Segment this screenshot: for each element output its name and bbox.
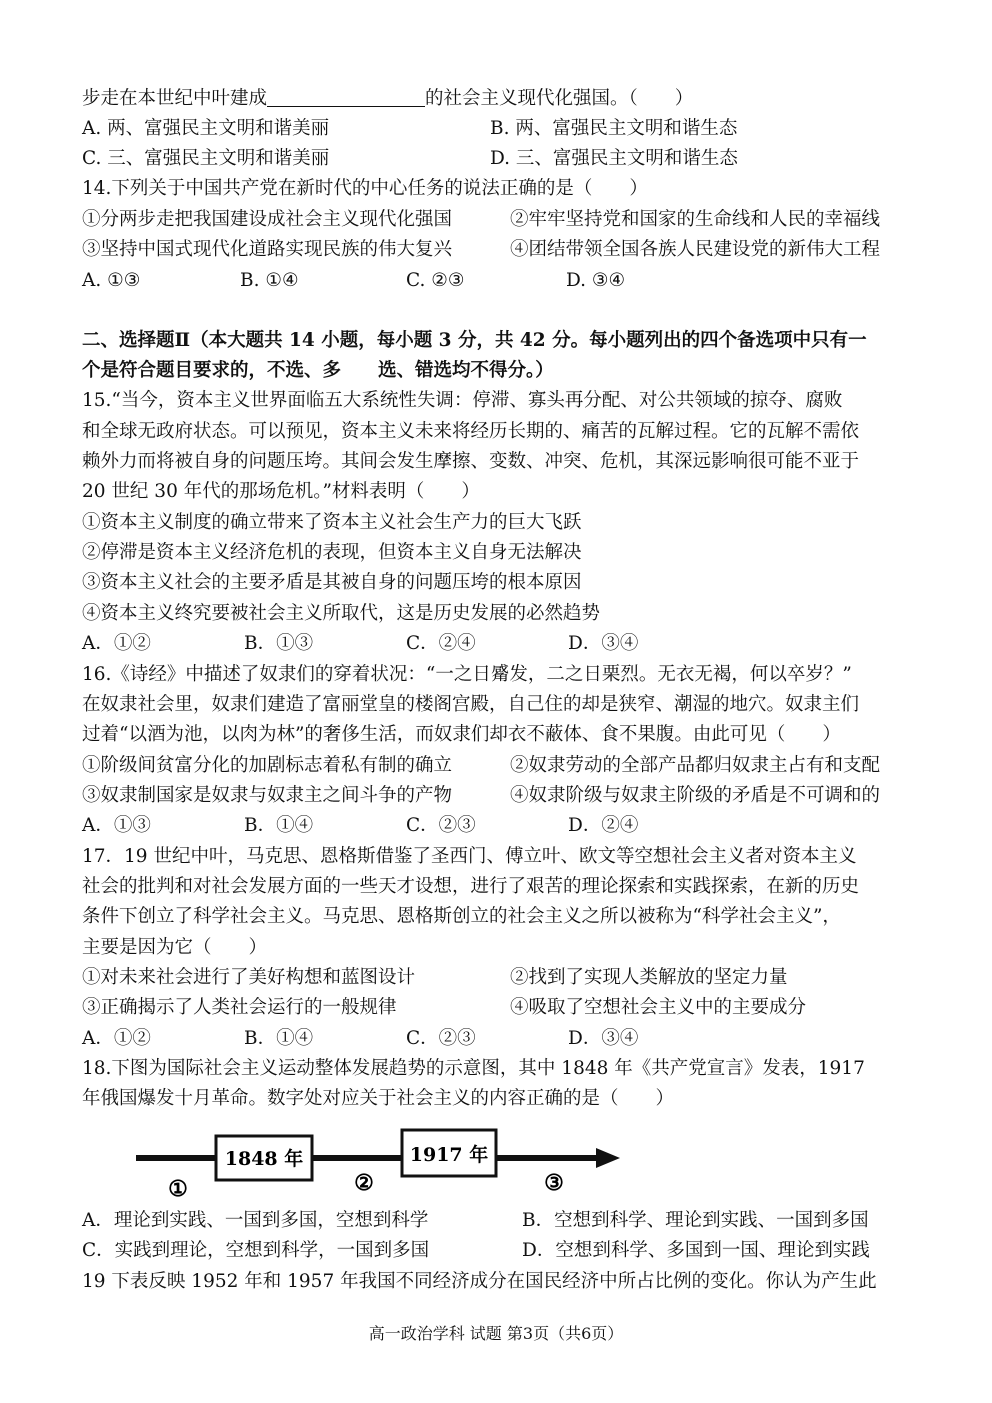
q15-option-a: A．①② <box>82 633 151 654</box>
q13-stem <box>82 84 693 114</box>
q17-line-4: 主要是因为它（ ） <box>82 937 268 958</box>
q14-item-1: ①分两步走把我国建设成社会主义现代化强国 <box>82 209 453 230</box>
q14-option-b: B. ①④ <box>240 270 299 291</box>
q18-line-2: 年俄国爆发十月革命。数字处对应关于社会主义的内容正确的是（ ） <box>82 1088 675 1109</box>
q16-line-1: 16.《诗经》中描述了奴隶们的穿着状况：“一之日觱发，二之日栗烈。无衣无褐，何以卒岁？” <box>82 664 852 685</box>
q18-option-b: B．空想到科学、理论到实践、一国到多国 <box>522 1210 869 1231</box>
q17-item-3: ③正确揭示了人类社会运行的一般规律 <box>82 997 397 1018</box>
q15-item-3: ③资本主义社会的主要矛盾是其被自身的问题压垮的根本原因 <box>82 572 582 593</box>
q13-stem-prefix: 步走在本世纪中叶建成 <box>82 88 268 109</box>
q17-option-a: A．①② <box>82 1028 151 1049</box>
timeline-marker-1: ① <box>168 1176 188 1202</box>
q14-stem: 14.下列关于中国共产党在新时代的中心任务的说法正确的是（ ） <box>82 178 648 199</box>
q16-item-4: ④奴隶阶级与奴隶主阶级的矛盾是不可调和的 <box>510 785 881 806</box>
timeline-arrowhead <box>596 1148 620 1168</box>
q17-line-1: 17．19 世纪中叶，马克思、恩格斯借鉴了圣西门、傅立叶、欧文等空想社会主义者对资本主义 <box>82 846 857 867</box>
page-footer: 高一政治学科 试题 第3页（共6页） <box>368 1324 624 1343</box>
q15-option-d: D．③④ <box>568 633 639 654</box>
q18-option-a: A．理论到实践、一国到多国，空想到科学 <box>82 1210 429 1231</box>
q14-item-4: ④团结带领全国各族人民建设党的新伟大工程 <box>510 239 881 260</box>
q16-line-2: 在奴隶社会里，奴隶们建造了富丽堂皇的楼阁宫殿，自己住的却是狭窄、潮湿的地穴。奴隶主们 <box>82 694 860 715</box>
q18-line-1: 18.下图为国际社会主义运动整体发展趋势的示意图，其中 1848 年《共产党宣言》发表，1917 <box>82 1058 865 1079</box>
q16-option-d: D．②④ <box>568 815 639 836</box>
q14-option-d: D. ③④ <box>566 270 626 291</box>
q15-item-1: ①资本主义制度的确立带来了资本主义社会生产力的巨大飞跃 <box>82 512 582 533</box>
timeline-box-1848-label: 1848 年 <box>224 1148 304 1170</box>
q18-timeline-diagram <box>130 1124 630 1204</box>
q16-option-a: A．①③ <box>82 815 151 836</box>
section2-heading-line2: 个是符合题目要求的，不选、多 选、错选均不得分。） <box>82 360 554 381</box>
q15-option-c: C．②④ <box>406 633 476 654</box>
q17-item-1: ①对未来社会进行了美好构想和蓝图设计 <box>82 967 416 988</box>
q15-item-4: ④资本主义终究要被社会主义所取代，这是历史发展的必然趋势 <box>82 603 601 624</box>
q17-line-2: 社会的批判和对社会发展方面的一些天才设想，进行了艰苦的理论探索和实践探索，在新的历史 <box>82 876 860 897</box>
q15-line-4: 20 世纪 30 年代的那场危机。”材料表明（ ） <box>82 481 480 502</box>
q13-answer-blank <box>267 86 425 107</box>
q13-option-c: C. 三、富强民主文明和谐美丽 <box>82 148 330 169</box>
q17-item-4: ④吸取了空想社会主义中的主要成分 <box>510 997 807 1018</box>
q18-option-d: D．空想到科学、多国到一国、理论到实践 <box>522 1240 870 1261</box>
q15-line-2: 和全球无政府状态。可以预见，资本主义未来将经历长期的、痛苦的瓦解过程。它的瓦解不需依 <box>82 421 860 442</box>
timeline-box-1917-label: 1917 年 <box>409 1144 489 1166</box>
q13-option-b: B. 两、富强民主文明和谐生态 <box>490 118 738 139</box>
q17-option-c: C．②③ <box>406 1028 476 1049</box>
q15-option-b: B．①③ <box>244 633 314 654</box>
q16-option-c: C．②③ <box>406 815 476 836</box>
q17-option-d: D．③④ <box>568 1028 639 1049</box>
q14-option-a: A. ①③ <box>82 270 141 291</box>
q16-item-2: ②奴隶劳动的全部产品都归奴隶主占有和支配 <box>510 755 881 776</box>
q15-item-2: ②停滞是资本主义经济危机的表现，但资本主义自身无法解决 <box>82 542 582 563</box>
q17-item-2: ②找到了实现人类解放的坚定力量 <box>510 967 788 988</box>
q16-option-b: B．①④ <box>244 815 314 836</box>
q18-option-c: C．实践到理论，空想到科学，一国到多国 <box>82 1240 430 1261</box>
q16-item-3: ③奴隶制国家是奴隶与奴隶主之间斗争的产物 <box>82 785 453 806</box>
q15-line-3: 赖外力而将被自身的问题压垮。其间会发生摩擦、变数、冲突、危机，其深远影响很可能不亚于 <box>82 451 860 472</box>
q13-option-d: D. 三、富强民主文明和谐生态 <box>490 148 738 169</box>
q19-line-1: 19 下表反映 1952 年和 1957 年我国不同经济成分在国民经济中所占比例的变化。你认为产生此 <box>82 1271 877 1292</box>
q16-line-3: 过着“以酒为池，以肉为林”的奢侈生活，而奴隶们却衣不蔽体、食不果腹。由此可见（ ） <box>82 724 841 745</box>
q15-line-1: 15.“当今，资本主义世界面临五大系统性失调：停滞、寡头再分配、对公共领域的掠夺、腐败 <box>82 390 843 411</box>
timeline-marker-2: ② <box>354 1170 374 1196</box>
q17-option-b: B．①④ <box>244 1028 314 1049</box>
q13-option-a: A. 两、富强民主文明和谐美丽 <box>82 118 330 139</box>
q14-item-3: ③坚持中国式现代化道路实现民族的伟大复兴 <box>82 239 453 260</box>
timeline-marker-3: ③ <box>544 1170 564 1196</box>
q14-item-2: ②牢牢坚持党和国家的生命线和人民的幸福线 <box>510 209 881 230</box>
q16-item-1: ①阶级间贫富分化的加剧标志着私有制的确立 <box>82 755 453 776</box>
section2-heading-line1: 二、选择题Ⅱ（本大题共 14 小题，每小题 3 分，共 42 分。每小题列出的四个备选项中只有一 <box>82 330 867 351</box>
q14-option-c: C. ②③ <box>406 270 465 291</box>
q13-stem-suffix: 的社会主义现代化强国。（ ） <box>425 88 694 109</box>
q17-line-3: 条件下创立了科学社会主义。马克思、恩格斯创立的社会主义之所以被称为“科学社会主义”， <box>82 906 841 927</box>
